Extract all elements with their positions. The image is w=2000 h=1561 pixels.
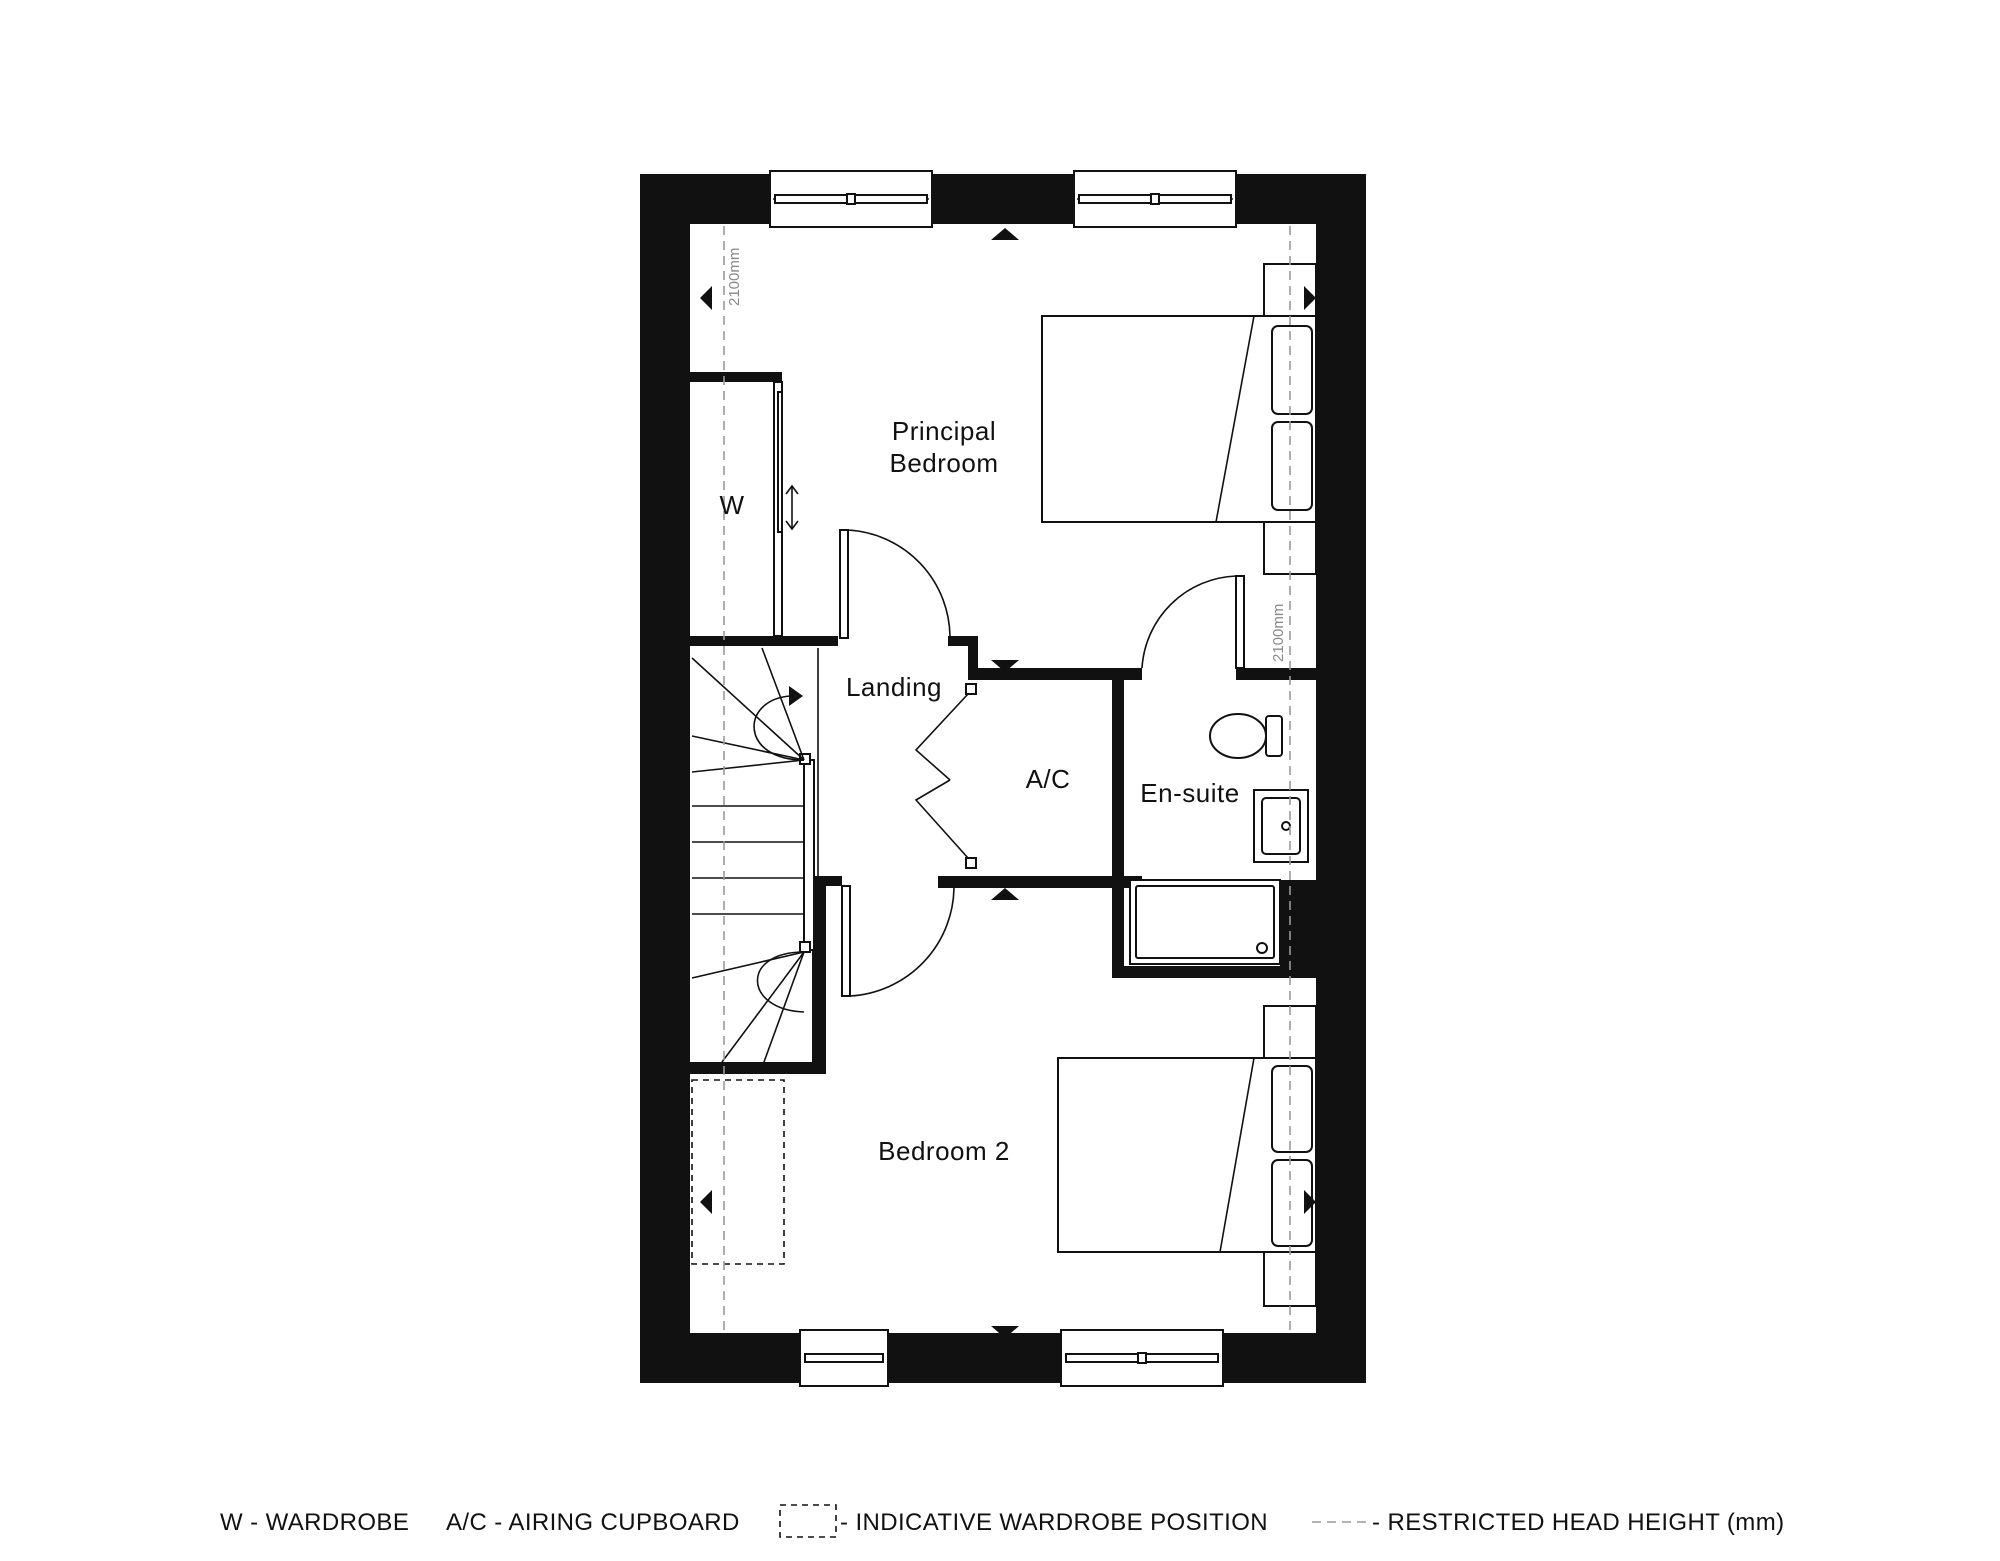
- head-height-label-left: 2100mm: [726, 247, 743, 306]
- window-bottom-left: [800, 1330, 888, 1386]
- legend-indicative-wardrobe: - INDICATIVE WARDROBE POSITION: [840, 1509, 1269, 1536]
- door-airing-cupboard: [916, 684, 976, 868]
- legend-indicative-wardrobe-swatch: [780, 1505, 836, 1537]
- legend-wardrobe: W - WARDROBE: [220, 1509, 410, 1536]
- wardrobe: [774, 382, 798, 636]
- head-height-label-right: 2100mm: [1270, 603, 1287, 662]
- legend-airing-cupboard: A/C - AIRING CUPBOARD: [446, 1509, 740, 1536]
- legend-restricted-head-height: - RESTRICTED HEAD HEIGHT (mm): [1372, 1509, 1785, 1536]
- bath: [1130, 880, 1280, 964]
- label-principal-bedroom-line1: Principal: [891, 416, 997, 446]
- label-airing-cupboard: A/C: [1025, 764, 1071, 794]
- staircase: [692, 648, 818, 1062]
- label-wardrobe: W: [719, 490, 745, 520]
- bedroom-2-bed: [1058, 1006, 1316, 1306]
- label-principal-bedroom-line2: Bedroom: [889, 448, 999, 478]
- window-top-right: [1074, 171, 1236, 227]
- basin: [1254, 790, 1308, 862]
- door-bedroom-2: [842, 886, 954, 996]
- toilet: [1210, 714, 1282, 758]
- label-bedroom-2: Bedroom 2: [878, 1136, 1010, 1166]
- window-top-left: [770, 171, 932, 227]
- indicative-wardrobe: [692, 1080, 784, 1264]
- legend: [220, 1505, 1785, 1537]
- label-en-suite: En-suite: [1140, 778, 1240, 808]
- door-principal-bedroom: [840, 530, 950, 638]
- door-en-suite: [1142, 576, 1244, 668]
- principal-bed: [1042, 264, 1316, 574]
- label-landing: Landing: [845, 672, 943, 702]
- window-bottom-right: [1061, 1330, 1223, 1386]
